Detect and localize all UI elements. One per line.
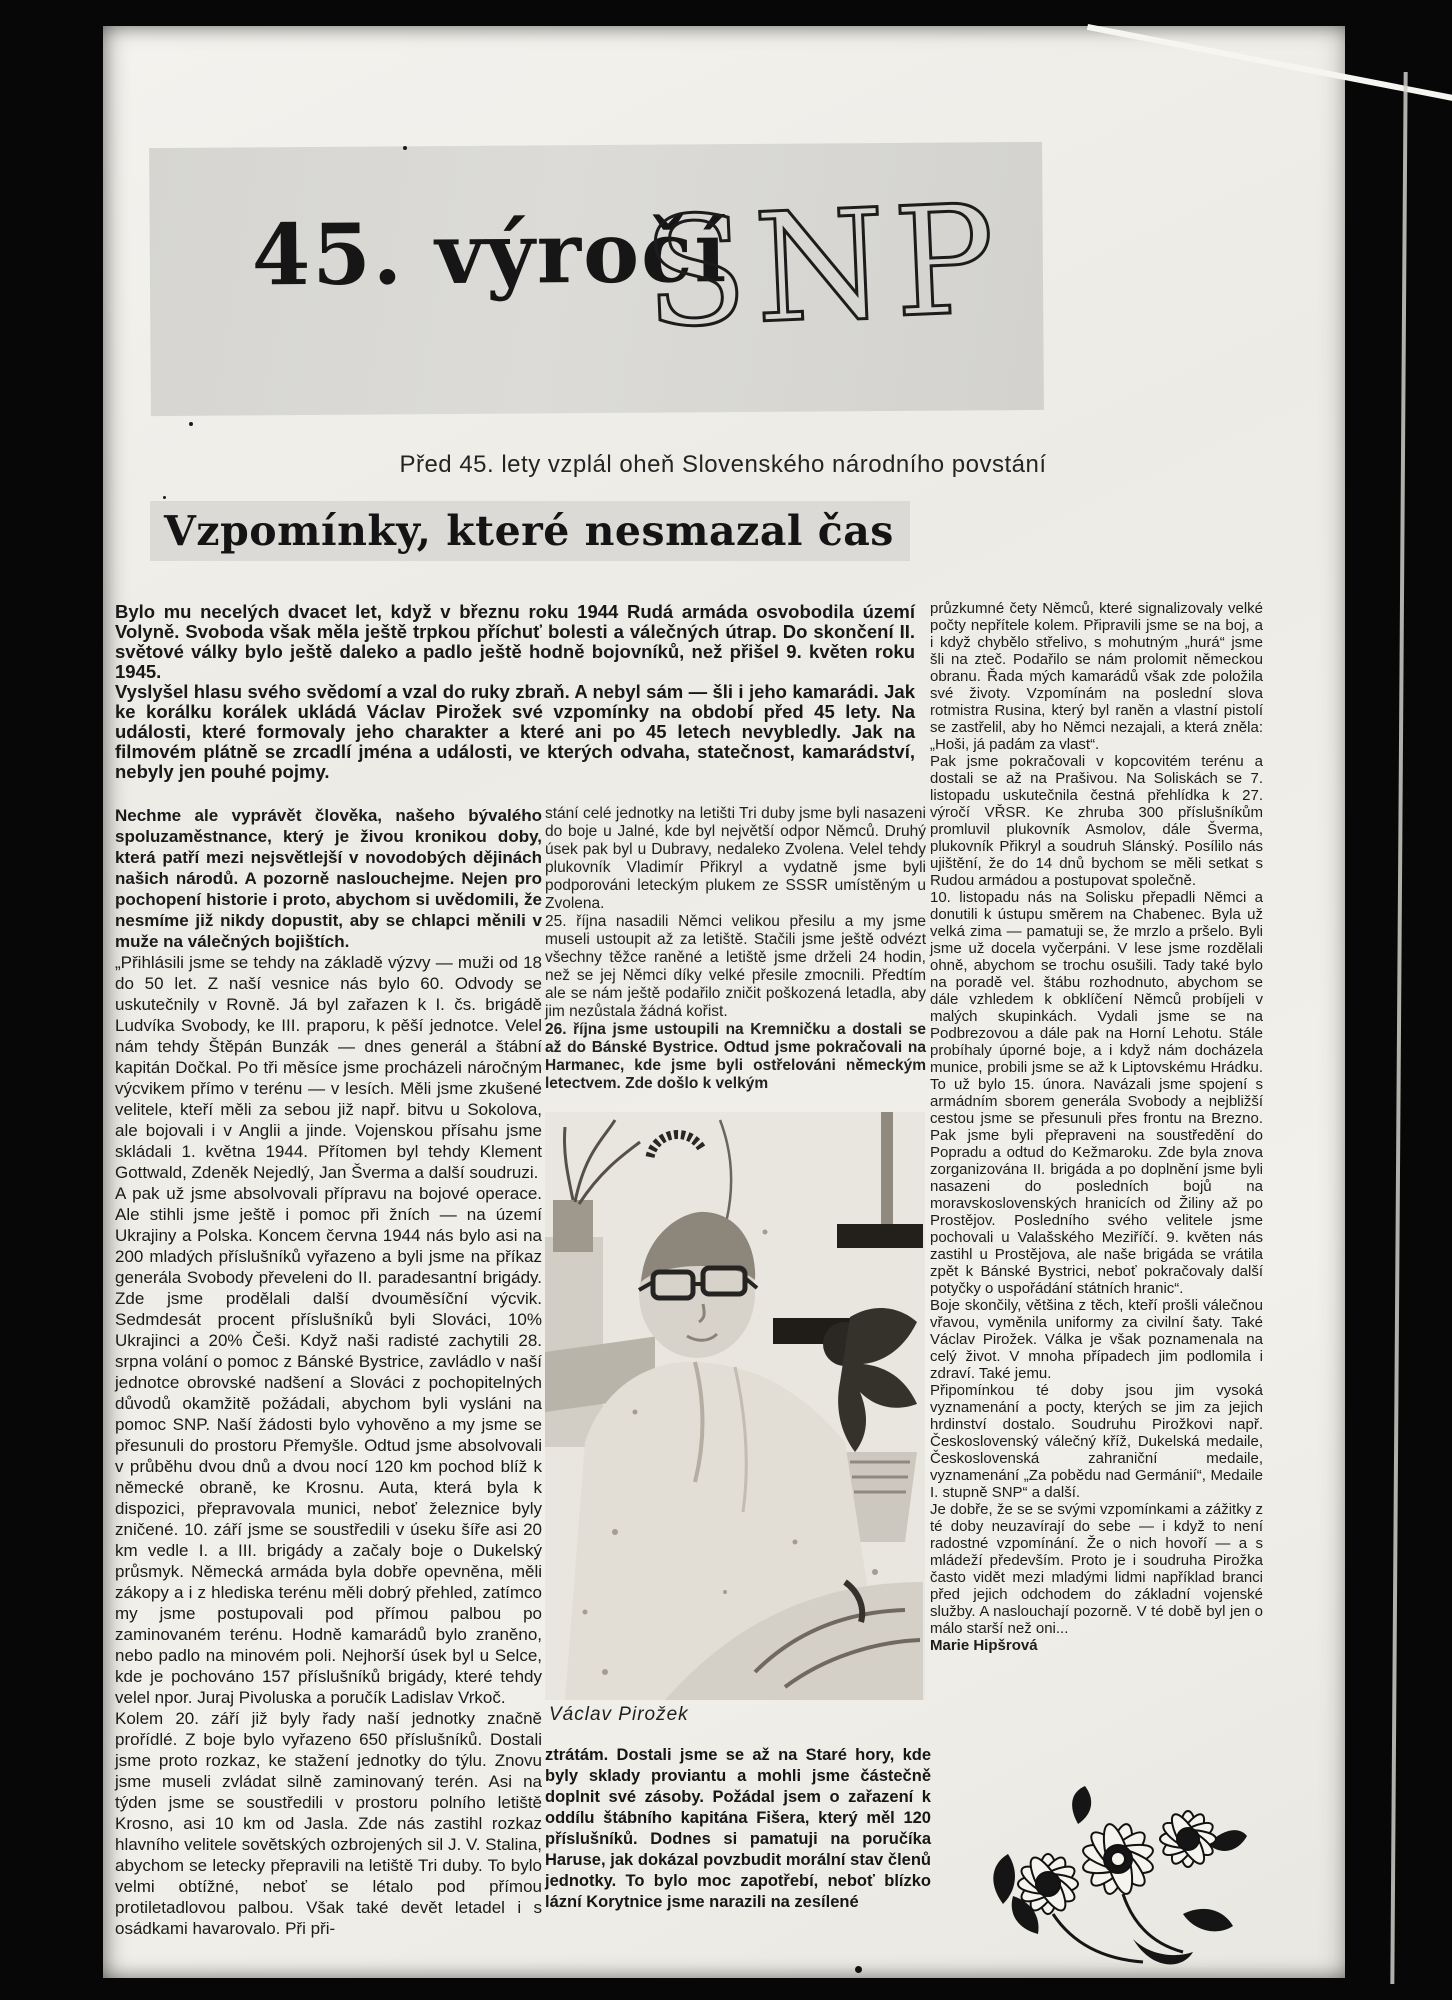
paragraph: Kolem 20. září již byly řady naší jednotky značně prořídlé. Z boje bylo vyřazeno 650 příslušníků. Dostali jsme proto rozkaz, ke stažení jednotky do týlu. Znovu jsme museli zvládat silně zaminovaný terén. Asi na týden jsme se soustředili v prostoru polního letiště Krosno, asi 10 km od Jasla. Zde nás zastihl rozkaz hlavního velitele sovětských ozbrojených sil J. V. Stalina, abychom se letecky přepravili na letiště Tri duby. To bylo velmi obtížné, neboť se létalo pod přímou protiletadlovou palbou. Však také devět letadel i s osádkami havarovalo. Při při- (115, 1709, 542, 1938)
print-speck (403, 146, 407, 150)
headline-band (150, 501, 910, 561)
paragraph: Je dobře, že se se svými vzpomínkami a zážitky z té doby neuzavírají do sebe — i když to není radostné vzpomínání. Že o nich hovoří — a s mládeží především. Proto je i soudruha Pirožka často vidět mezi mladými lidmi například branci před jejich odchodem do základní vojenské služby. A naslouchají pozorně. V té době byl jen o málo starší než oni... (930, 1501, 1263, 1637)
paragraph: ztrátám. Dostali jsme se až na Staré hory, kde byly sklady proviantu a mohli jsme částečně doplnit své zásoby. Požádal jsem o zařazení k oddílu štábního kapitána Fišera, který měl 120 příslušníků. Dodnes si pamatuji na poručíka Haruse, jak dokázal povzbudit morální stav členů jednotky. To bylo moc zapotřebí, neboť blízko lázní Korytnice jsme narazili na zesílené (545, 1746, 931, 1911)
paragraph: průzkumné čety Němců, které signalizovaly velké počty nepřítele kolem. Připravili jsme se na boj, a i když chybělo střelivo, s mohutným „hurá“ jsme šli na zteč. Podařilo se nám prolomit německou obranu. Řada mých kamarádů však zde položila své životy. Vzpomínám na poslední slova rotmistra Rusina, který byl raněn a vlastní pistolí se zastřelil, aby ho Němci nezajali, a která zněla: „Hoši, já padám za vlast“. (930, 600, 1263, 753)
newspaper-sheet (103, 26, 1345, 1978)
byline: Marie Hipšrová (930, 1637, 1038, 1654)
body-column-right (930, 600, 1263, 1654)
page-title: Vzpomínky, které nesmazal čas (164, 507, 894, 555)
snp-outline-logo (635, 158, 1057, 391)
paragraph: 26. října jsme ustoupili na Kremničku a dostali se až do Bánské Bystrice. Odtud jsme pokračovali na Harmanec, kde jsme byli ostřelováni německým letectvem. Zde došlo k velkým (545, 1021, 926, 1092)
photo-caption: Václav Pirožek (549, 1704, 689, 1725)
body-column-middle-bottom (545, 1745, 931, 1913)
body-column-left (115, 805, 542, 1939)
paragraph: stání celé jednotky na letišti Tri duby jsme byli nasazeni do boje u Jalné, kde byl největší odpor Němců. Druhý úsek pak byl u Dubravy, nedaleko Zvolena. Velel tehdy plukovník Vladimír Přikryl a vydatně jsme byli podporováni leteckým plukem ze SSSR umístěným u Zvolena. (545, 805, 926, 912)
intro-paragraphs (115, 602, 915, 782)
flower-illustration (983, 1784, 1248, 1974)
paragraph: Pak jsme pokračovali v kopcovitém terénu a dostali se až na Prašivou. Na Soliskách se 7. listopadu uskutečnila čestná přehlídka k 27. výročí VŘSR. Ke zhruba 300 příslušníkům promluvil plukovník Asmolov, dále Šverma, plukovník Přikryl a soudruh Slánský. Posílilo nás ujištění, že do 14 dnů bychom se měli setkat s Rudou armádou a postupovat společně. (930, 753, 1263, 889)
print-dot (855, 1966, 862, 1973)
masthead-title: 45. výročí (251, 202, 729, 305)
masthead-banner (149, 142, 1044, 416)
intro-paragraph: Vyslyšel hlasu svého svědomí a vzal do ruky zbraň. A nebyl sám — šli i jeho kamarádi. Jak ke korálku korálek ukládá Václav Pirožek své vzpomínky na období před 45 lety. Na události, které formovaly jeho charakter a které ani po 45 letech nevybledly. Jak na filmovém plátně se zrcadlí jména a události, ve kterých odvaha, statečnost, kamarádství, nebyly jen pouhé pojmy. (115, 681, 915, 782)
print-speck (189, 422, 193, 426)
paragraph: „Přihlásili jsme se tehdy na základě výzvy — muži od 18 do 50 let. Z naší vesnice nás bylo 60. Odvody se uskutečnily v Rovně. Já byl zařazen k I. čs. brigádě Ludvíka Svobody, ke III. praporu, k pěší jednotce. Velel nám tehdy Štěpán Bunzák — dnes generál a štábní kapitán Dočkal. Po tři měsíce jsme procházeli náročným výcvikem přímo v terénu — v lesích. Měli jsme zkušené velitele, kteří měli za sebou již např. bitvu u Sokolova, ale bojovali i v Anglii a jinde. Vojenskou přísahu jsme skládali 1. května 1944. Přítomen byl tehdy Klement Gottwald, Zdeněk Nejedlý, Jan Šverma a další soudruzi. (115, 953, 542, 1182)
page-edge-highlight (1390, 72, 1407, 1984)
portrait-photo-art (545, 1112, 925, 1700)
print-speck (163, 496, 166, 499)
subtitle: Před 45. lety vzplál oheň Slovenského národního povstání (399, 451, 1047, 478)
intro-paragraph: Bylo mu necelých dvacet let, když v březnu roku 1944 Rudá armáda osvobodila území Volyně. Svoboda však měla ještě trpkou příchuť bolesti a válečných útrap. Do skončení II. světové války bylo ještě daleko a padlo ještě hodně bojovníků, než přišel 9. květen roku 1945. (115, 601, 915, 682)
paragraph: Připomínkou té doby jsou jim vysoká vyznamenání a pocty, kterých se jim za jejich hrdinství dostalo. Soudruhu Pirožkovi např. Československý válečný kříž, Dukelská medaile, Československá zahraniční medaile, vyznamenání „Za pobědu nad Germánií“, Medaile I. stupně SNP“ a další. (930, 1382, 1263, 1501)
paragraph: Boje skončily, většina z těch, kteří prošli válečnou vřavou, vyměnila uniformy za civilní šaty. Také Václav Pirožek. Válka je však poznamenala na celý život. V mnoha případech jim podlomila i zdraví. Také jemu. (930, 1297, 1263, 1382)
paragraph: 25. října nasadili Němci velikou přesilu a my jsme museli ustoupit až za letiště. Stačili jsme ještě odvézt všechny těžce raněné a letiště jsme drželi 24 hodin, než se jej Němci díky velké přesile zmocnili. Předtím ale se nám ještě podařilo zničit poškozená letadla, aby jim nezůstala žádná kořist. (545, 913, 926, 1020)
body-column-middle-top (545, 805, 926, 1093)
svg-text:SNP: SNP (640, 172, 1007, 362)
paragraph: 10. listopadu nás na Solisku přepadli Němci a donutili k ústupu směrem na Chabenec. Byla už velká zima — pamatuji se, že mrzlo a pršelo. Byli jsme už docela vyčerpáni. V lese jsme rozdělali ohně, abychom se trochu osušili. Tady také bylo na poradě vel. štábu rozhodnuto, abychom se dále vzhledem k obklíčení Němců probíjeli v malých skupinkách. Vydali jsme se na Podbrezovou a dále pak na Horní Lehotu. Stále probíhaly úporné boje, a i když nám docházela munice, probili jsme se až k Liptovskému Hrádku. To už bylo 15. února. Navázali jsme spojení s armádním sborem generála Svobody a nejbližší cestou jsme se přesunuli přes frontu na Brezno. Pak jsme byli přepraveni na soustředění do Popradu a odtud do Kežmaroku. Zde byla znova zorganizována II. brigáda a po doplnění jsme byli nasazeni do posledních bojů na moravskoslovenských hranicích od Žiliny až po Prostějov. Posledního svého velitele jsme pochovali u Valašského Meziříčí. 9. květen nás zastihl u Prostějova, ale naše brigáda se vrátila zpět k Bánské Bystrici, neboť pokračovaly další potyčky o uspořádání státních hranic“. (930, 889, 1263, 1297)
paragraph: Nechme ale vyprávět člověka, našeho bývalého spoluzaměstnance, který je živou kronikou doby, která patří mezi nejsvětlejší v novodobých dějinách našich národů. A pozorně naslouchejme. Nejen pro pochopení historie i proto, abychom si uvědomili, že nesmíme již nikdy dopustit, aby se chlapci měnili v muže na válečných bojištích. (115, 806, 542, 951)
portrait-photo (545, 1112, 925, 1700)
paragraph: A pak už jsme absolvovali přípravu na bojové operace. Ale stihli jsme ještě i pomoc při žních — na území Ukrajiny a Polska. Koncem června 1944 nás bylo asi na 200 mladých příslušníků vyřazeno a byli jsme na příkaz generála Svobody převeleni do II. paradesantní brigády. Zde jsme prodělali další dvouměsíční výcvik. Sedmdesát procent příslušníků byli Slováci, 10% Ukrajinci a 20% Češi. Když naši radisté zachytili 28. srpna volání o pomoc z Bánské Bystrice, zavládlo v naší jednotce obrovské nadšení a Slováci z pochopitelných důvodů okamžitě požádali, abychom byli vysláni na pomoc SNP. Naší žádosti bylo vyhověno a my jsme se přesunuli do prostoru Přemyšle. Odtud jsme absolvovali v průběhu dvou dnů a dvou nocí 120 km pochod blíž k německé obraně, ke Krosnu. Auta, která byla k dispozici, přepravovala munici, neboť železnice byly zničené. 10. září jsme se soustředili v úseku šíře asi 20 km vedle I. a III. brigády a začaly boje o Dukelský průsmyk. Německá armáda byla dobře opevněna, měli zákopy a i z hlediska terénu měli dobrý přehled, zatímco my jsme postupovali pod přímou palbou po zaminovaném terénu. Hodně kamarádů bylo zraněno, nebo padlo na minovém poli. Nejhorší úsek byl u Selce, kde je pochováno 157 příslušníků brigády, které tehdy velel npor. Juraj Pivoluska a poručík Ladislav Vrkoč. (115, 1184, 542, 1707)
